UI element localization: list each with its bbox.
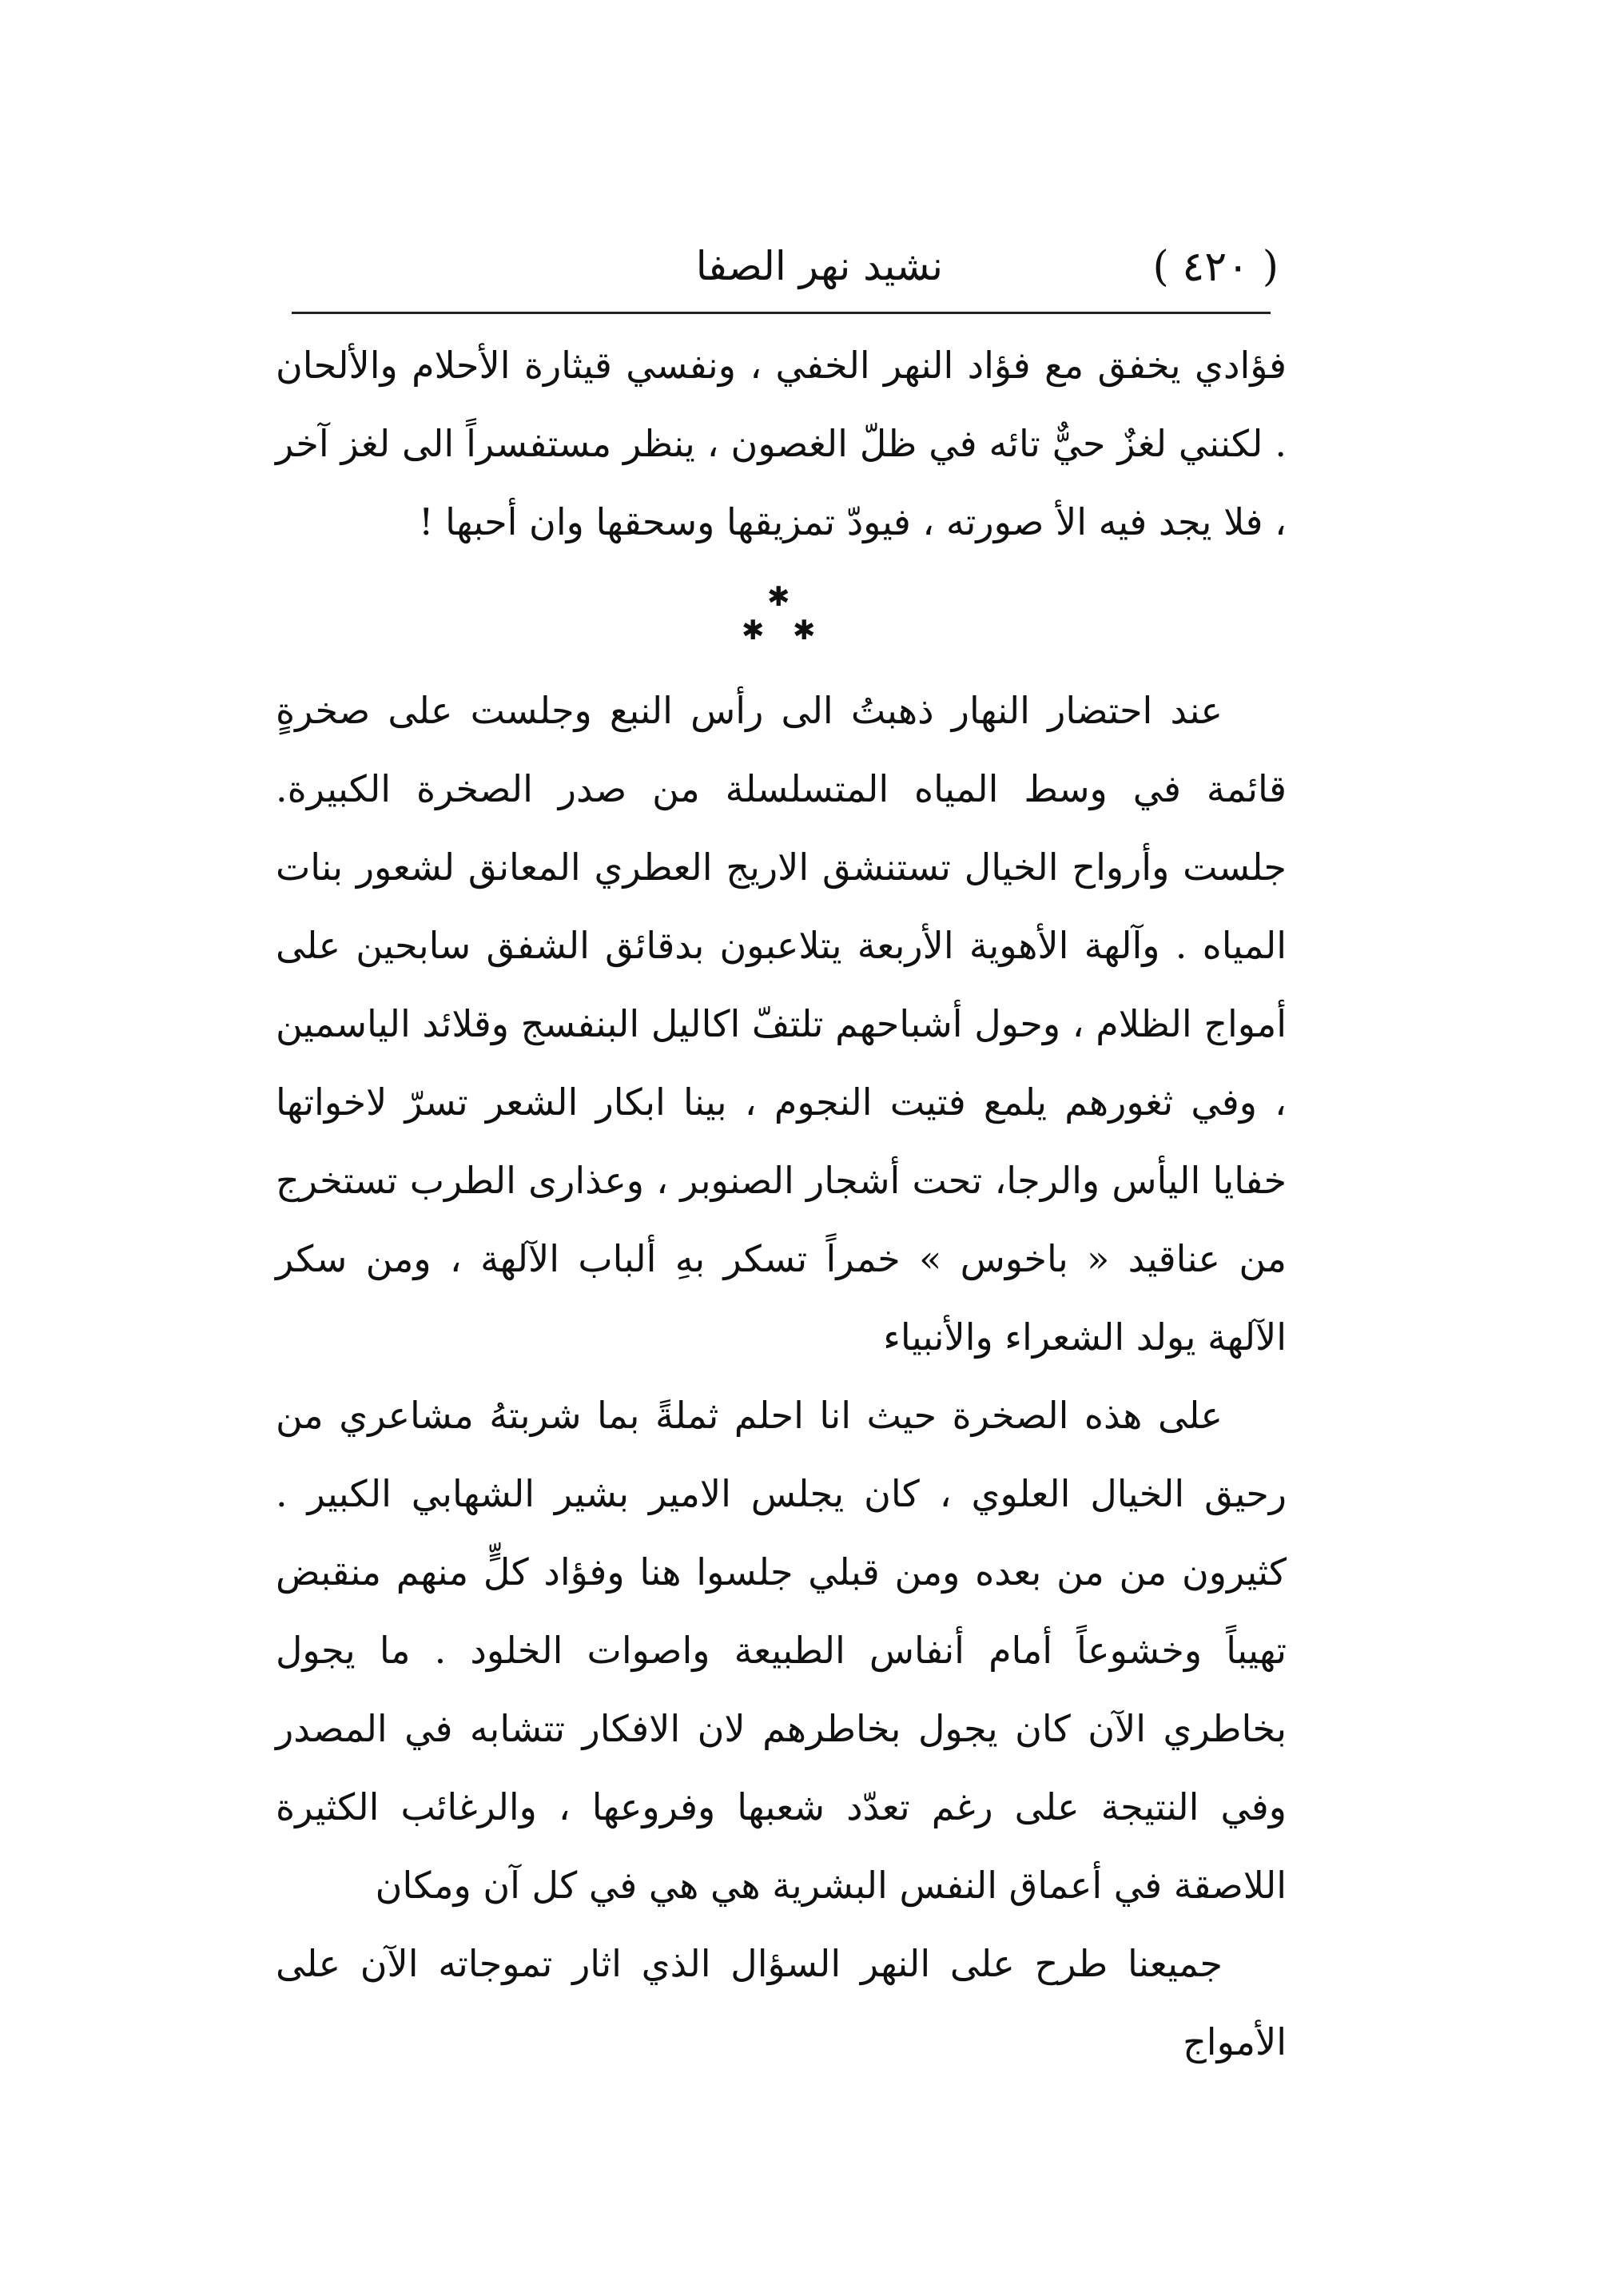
asterism-separator bbox=[276, 567, 1287, 671]
paragraph-4: جميعنا طرح على النهر السؤال الذي اثار تموجاته الآن على الأمواج bbox=[276, 1942, 1287, 2063]
paragraph-1: فؤادي يخفق مع فؤاد النهر الخفي ، ونفسي قيثارة الأحلام والألحان . لكنني لغزٌ حيٌّ تائه في ظلّ الغصون ، ينظر مستفسراً الى لغز آخر ، فلا يجد فيه الأ صورته ، فيودّ تمزيقها وسحقها وان أحبها ! bbox=[276, 344, 1287, 543]
running-title: نشيد نهر الصفا bbox=[695, 243, 943, 289]
running-head bbox=[288, 240, 1279, 304]
paragraph-2: عند احتضار النهار ذهبتُ الى رأس النبع وجلست على صخرةٍ قائمة في وسط المياه المتسلسلة من صدر الصخرة الكبيرة. جلست وأرواح الخيال تستنشق الاريج العطري المعانق لشعور بنات المياه . وآلهة الأهوية الأربعة يتلاعبون بدقائق الشفق سابحين على أمواج الظلام ، وحول أشباحهم تلتفّ اكاليل البنفسج وقلائد الياسمين ، وفي ثغورهم يلمع فتيت النجوم ، بينا ابكار الشعر تسرّ لاخواتها خفايا اليأس والرجا، تحت أشجار الصنوبر ، وعذارى الطرب تستخرج من عناقيد « باخوس » خمراً تسكر بهِ ألباب الآلهة ، ومن سكر الآلهة يولد الشعراء والأنبياء bbox=[276, 689, 1287, 1359]
star-icon: ✱ bbox=[793, 615, 816, 647]
body-text bbox=[276, 326, 1287, 2081]
star-icon: ✱ bbox=[742, 615, 765, 647]
paragraph-3: على هذه الصخرة حيث انا احلم ثملةً بما شربتهُ مشاعري من رحيق الخيال العلوي ، كان يجلس الامير بشير الشهابي الكبير . كثيرون من من بعده ومن قبلي جلسوا هنا وفؤاد كلٍّ منهم منقبض تهيباً وخشوعاً أمام أنفاس الطبيعة واصوات الخلود . ما يجول بخاطري الآن كان يجول بخاطرهم لان الافكار تتشابه في المصدر وفي النتيجة على رغم تعدّد شعبها وفروعها ، والرغائب الكثيرة اللاصقة في أعماق النفس البشرية هي هي في كل آن ومكان bbox=[276, 1394, 1287, 1907]
page-number: ( ٤٢٠ ) bbox=[1152, 243, 1279, 291]
star-icon: ✱ bbox=[767, 581, 790, 613]
header-rule bbox=[292, 312, 1271, 314]
